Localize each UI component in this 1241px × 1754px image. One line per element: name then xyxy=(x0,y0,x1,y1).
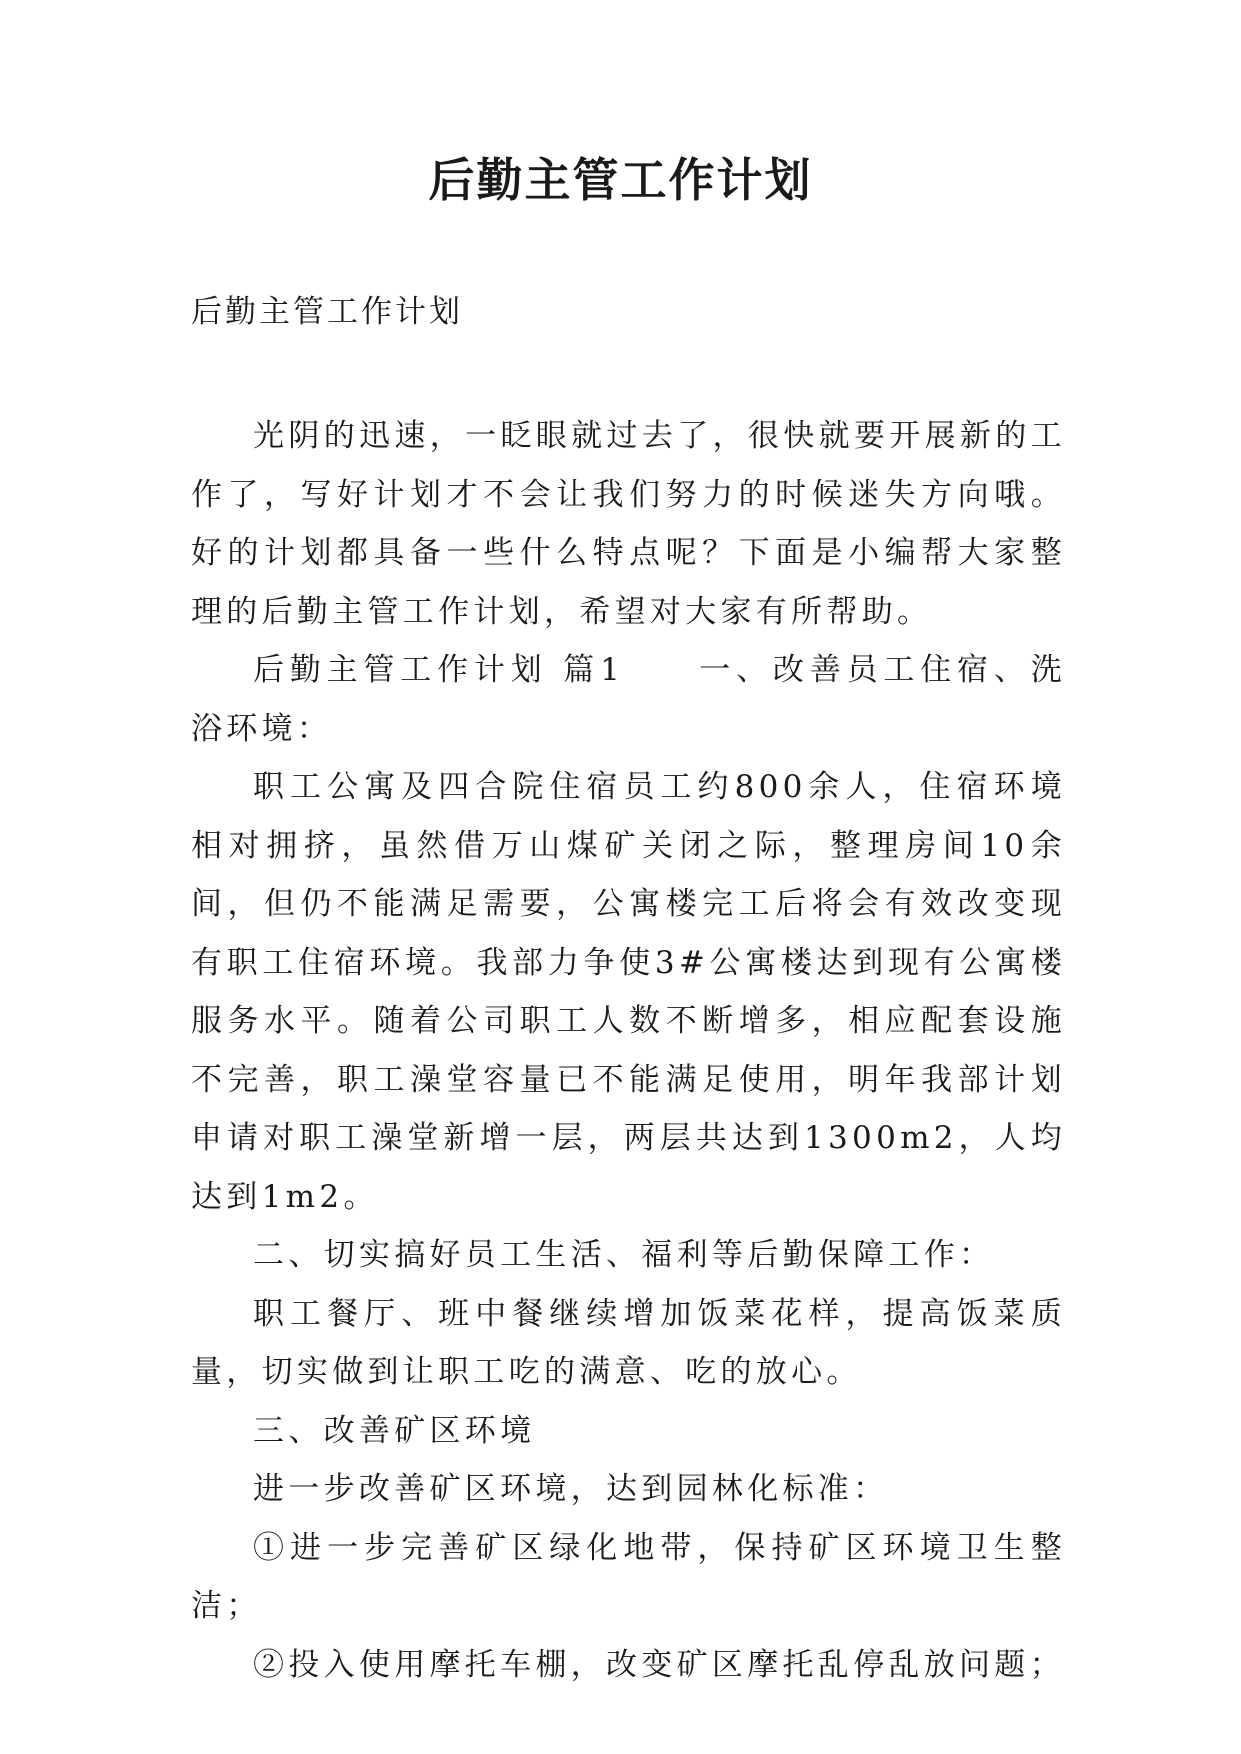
paragraph-environment-goal: 进一步改善矿区环境，达到园林化标准： xyxy=(253,1471,889,1507)
paragraph-canteen: 职工餐厅、班中餐继续增加饭菜花样，提高饭菜质量，切实做到让职工吃的满意、吃的放心。 xyxy=(191,1295,1066,1390)
paragraph-item-1: ①进一步完善矿区绿化地带，保持矿区环境卫生整洁； xyxy=(191,1529,1066,1624)
paragraph-section-3-heading: 三、改善矿区环境 xyxy=(253,1412,536,1449)
document-subtitle: 后勤主管工作计划 xyxy=(191,294,463,330)
paragraph-intro: 光阴的迅速，一眨眼就过去了，很快就要开展新的工作了，写好计划才不会让我们努力的时候迷失方向哦。好的计划都具备一些什么特点呢？下面是小编帮大家整理的后勤主管工作计划，希望对大家有所帮助。 xyxy=(191,418,1066,630)
paragraph-section-2-heading: 二、切实搞好员工生活、福利等后勤保障工作： xyxy=(253,1237,995,1273)
paragraph-section-1-heading: 后勤主管工作计划 篇1 一、改善员工住宿、洗浴环境： xyxy=(191,652,1066,747)
paragraph-item-2: ②投入使用摩托车棚，改变矿区摩托乱停乱放问题； xyxy=(253,1646,1065,1683)
document-title: 后勤主管工作计划 xyxy=(428,153,813,207)
paragraph-housing: 职工公寓及四合院住宿员工约800余人，住宿环境相对拥挤，虽然借万山煤矿关闭之际，整理房间10余间，但仍不能满足需要，公寓楼完工后将会有效改变现有职工住宿环境。我部力争使3#公寓楼达到现有公寓楼服务水平。随着公司职工人数不断增多，相应配套设施不完善，职工澡堂容量已不能满足使用，明年我部计划申请对职工澡堂新增一层，两层共达到1300m2，人均达到1m2。 xyxy=(191,769,1066,1215)
document-body xyxy=(191,407,1066,1694)
